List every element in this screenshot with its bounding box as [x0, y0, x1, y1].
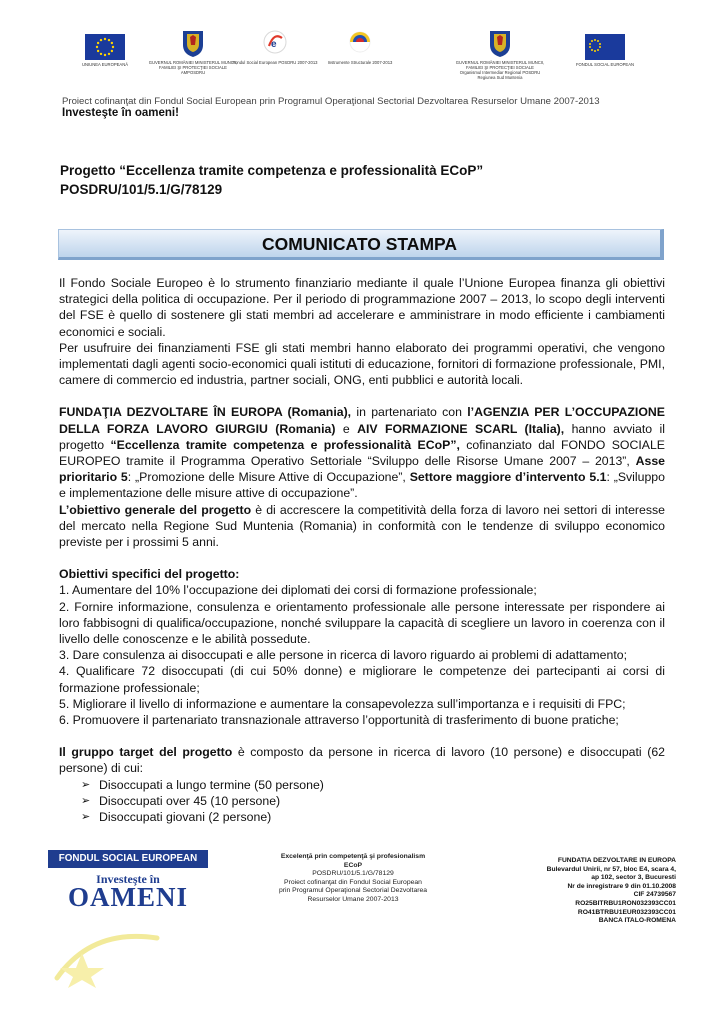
- fse-footer-label: FONDUL SOCIAL EUROPEAN: [48, 850, 208, 868]
- svg-text:e: e: [271, 39, 277, 50]
- eu-flag-logo: [60, 28, 150, 67]
- objectives-heading: Obiettivi specifici del progetto:: [59, 567, 240, 582]
- target-list-item: ➢ Disoccupati a lungo termine (50 persone): [81, 777, 665, 793]
- target-group: Il gruppo target del progetto è composto da persone in ricerca di lavoro (10 persone) e disoccupati (62 persone) di cui:: [59, 745, 665, 776]
- press-release-banner: COMUNICATO STAMPA: [58, 229, 664, 260]
- footer-line: Proiect cofinanţat din Fondul Social European: [284, 878, 422, 886]
- header-logos: [60, 28, 680, 90]
- logo-caption: Fondul Social European POSDRU 2007-2013: [232, 60, 318, 65]
- fse-logo: [230, 28, 320, 65]
- instrumente-logo: [315, 28, 405, 65]
- romanian-crest-icon: [487, 28, 513, 58]
- paragraph-partners: FUNDAŢIA DEZVOLTARE ÎN EUROPA (Romania), in partenariato con l’AGENZIA PER L’OCCUPAZIONE DELLA FORZA LAVORO GIURGIU (Romania) e AIV FORMAZIONE SCARL (Italia), hanno avviato il progetto “Eccellenza tramite competenza e professionalità ECoP”, cofinanziato dal FONDO SOCIALE EUROPEO tramite il Programma Operativo Settoriale “Sviluppo delle Risorse Umane 2007 – 2013”, Asse prioritario 5: „Promozione delle Misure Attive di Occupazione”, Settore maggiore d’intervento 5.1: „Sviluppo e implementazione delle misure attive di occupazione”.: [59, 405, 666, 501]
- project-title-line: Progetto “Eccellenza tramite competenza e professionalità ECoP”: [60, 163, 484, 178]
- footer-line: BANCA ITALO-ROMENA: [598, 917, 676, 925]
- paragraph-intro: Il Fondo Sociale Europeo è lo strumento finanziario mediante il quale l’Unione Europea finanza gli obiettivi strategici della politica di occupazione. Per il periodo di programmazione 2007 – 2013, lo scopo degli interventi del FSE è quello di sostenere gli stati membri ad accelerare e amministrare in modo efficiente i cambiamenti economici e sociali.: [59, 276, 665, 339]
- footer-line: FUNDATIA DEZVOLTARE IN EUROPA: [557, 857, 676, 864]
- fse-swirl-icon: [262, 28, 288, 58]
- objective-item: 2. Fornire informazione, consulenza e orientamento professionale alle persone interessate per rispondere ai loro fabbisogni di qualifica/occupazione, nonché sviluppare la capacità di scegliere un lavoro in coerenza con il livello delle conoscenze e le abilità possedute.: [59, 599, 665, 647]
- footer-line: CIF 24739567: [633, 891, 676, 899]
- logo-caption: GUVERNUL ROMÂNIEI MINISTERUL MUNCII, FAMILIEI ŞI PROTECŢIEI SOCIALE Organismul Intermediar Regional POSDRU Regiunea Sud Muntenia: [455, 60, 545, 80]
- fse-invest-text: Investeşte în: [96, 872, 160, 886]
- footer-line: Bulevardul Unirii, nr 57, bloc E4, scara 4,: [546, 865, 676, 873]
- fse-eu-logo: [560, 28, 650, 67]
- footer-line: RO41BTRBU1EUR032393CC01: [577, 908, 676, 916]
- cofinancing-line: Proiect cofinanţat din Fondul Social European prin Programul Operaţional Sectorial Dezvoltarea Resurselor Umane 2007-2013: [62, 96, 600, 107]
- project-title: [60, 161, 483, 199]
- paragraph-programs: Per usufruire dei finanziamenti FSE gli stati membri hanno elaborato dei programmi operativi, che vengono implementati dagli agenti socio-economici quali istituti di educazione, fornitori di formazione professionale, PMI, camere di commercio ed industria, partner sociali, ONG, enti pubblici e autorità locali.: [59, 340, 665, 388]
- paragraph-general-objective: L’obiettivo generale del progetto è di accrescere la competitività della forza di lavoro nei settori di interesse del mercato nella Regione Sud Muntenia (Romania) in conformità con le tendenze di sviluppo economico previste per i prossimi 5 anni.: [59, 502, 665, 550]
- target-list-item: ➢ Disoccupati over 45 (10 persone): [81, 793, 665, 809]
- logo-caption: UNIUNEA EUROPEANĂ: [81, 62, 129, 67]
- objective-item: 3. Dare consulenza ai disoccupati e alle persone in ricerca di lavoro riguardo ai problemi di adattamento;: [59, 648, 628, 663]
- target-list-item: ➢ Disoccupati giovani (2 persone): [81, 809, 665, 825]
- ro-gov-logo-2: [455, 28, 545, 80]
- objective-item: 6. Promuovere il partenariato transnazionale attraverso l’opportunità di trasferimento di buone pratiche;: [59, 713, 619, 728]
- footer-line: RO25BITRBU1RON032393CC01: [575, 899, 676, 907]
- eu-flag-icon: [85, 34, 125, 60]
- document-body: [59, 275, 665, 825]
- footer-line: Excelenţă prin competenţă şi profesionalism: [280, 853, 426, 860]
- objective-item: 1. Aumentare del 10% l’occupazione dei diplomati dei corsi di formazione professionale;: [59, 583, 537, 598]
- eu-flag-icon: [585, 34, 625, 60]
- logo-caption: GUVERNUL ROMÂNIEI MINISTERUL MUNCII, FAMILIEI ŞI PROTECŢIEI SOCIALE AMPOSDRU: [148, 60, 238, 75]
- target-list: [59, 777, 665, 826]
- footer-line: POSDRU/101/5.1/G/78129: [312, 870, 394, 878]
- objective-item: 5. Migliorare il livello di informazione e aumentare la consapevolezza sull’importanza e i requisiti di FPC;: [59, 696, 626, 711]
- footer-line: Nr de inregistrare 9 din 01.10.2008: [567, 882, 676, 890]
- footer-line: prin Programul Operaţional Sectorial Dezvoltarea: [278, 887, 428, 895]
- footer-project-info: [248, 853, 458, 905]
- footer-line: ap 102, sector 3, Bucuresti: [591, 874, 676, 882]
- objective-item: 4. Qualificare 72 disoccupati (di cui 50% donne) e migliorare le competenze dei partecipanti ai corsi di formazione professionale;: [59, 664, 665, 695]
- romanian-crest-icon: [180, 28, 206, 58]
- instrumente-structurale-icon: [347, 28, 373, 58]
- footer-line: ECoP: [343, 861, 363, 869]
- decorative-star-icon: [52, 918, 162, 988]
- footer-line: Resurselor Umane 2007-2013: [307, 895, 399, 903]
- invest-slogan: Investeşte în oameni!: [62, 107, 179, 119]
- logo-caption: Instrumente Structurale 2007-2013: [327, 60, 393, 65]
- fse-oameni-text: OAMENI: [68, 882, 188, 912]
- footer-organization-info: [470, 857, 676, 926]
- project-code: POSDRU/101/5.1/G/78129: [60, 182, 223, 197]
- ro-gov-logo-1: [148, 28, 238, 75]
- logo-caption: FONDUL SOCIAL EUROPEAN: [575, 62, 635, 67]
